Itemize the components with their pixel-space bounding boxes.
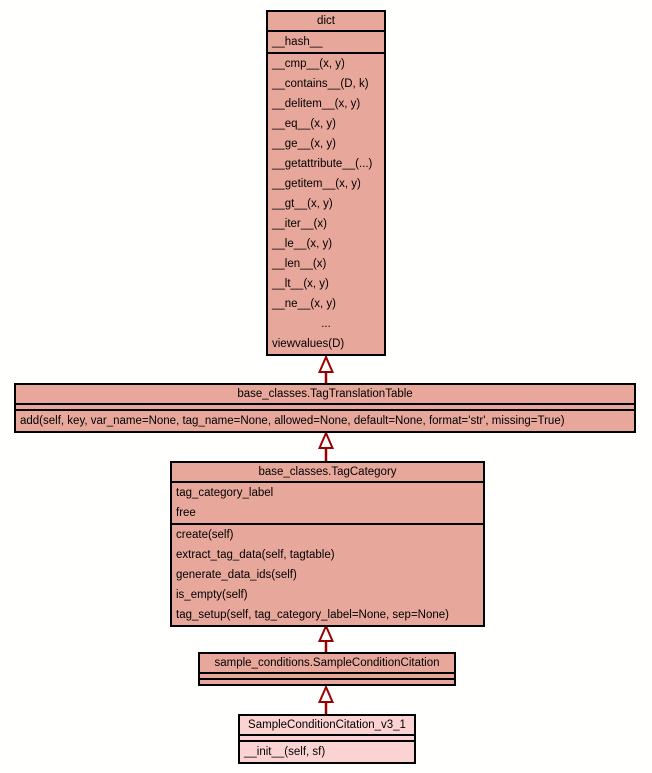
inheritance-arrow-v3-1-to-samplecondcitation	[320, 687, 333, 714]
ellipsis-row: ...	[321, 318, 331, 330]
method-row: __ne__(x, y)	[272, 298, 336, 310]
class-box-sampleconditioncitation-v3-1	[238, 714, 416, 764]
method-row: __le__(x, y)	[272, 238, 333, 250]
method-row: __lt__(x, y)	[272, 278, 329, 290]
method-row: add(self, key, var_name=None, tag_name=None, allowed=None, default=None, format='str', missing=True)	[20, 415, 565, 427]
attributes-compartment	[268, 30, 384, 52]
inheritance-arrow-samplecondcitation-to-tagcategory	[320, 626, 333, 652]
methods-compartment	[268, 52, 384, 354]
method-row: tag_setup(self, tag_category_label=None, sep=None)	[176, 609, 449, 621]
method-row: __len__(x)	[272, 258, 327, 270]
methods-compartment-empty	[200, 678, 454, 684]
method-row: __eq__(x, y)	[272, 118, 336, 130]
method-row: __getattribute__(...)	[272, 158, 373, 170]
class-title: base_classes.TagCategory	[258, 466, 397, 478]
attribute-row: __hash__	[272, 36, 323, 48]
method-row: __gt__(x, y)	[272, 198, 333, 210]
method-row: extract_tag_data(self, tagtable)	[176, 549, 335, 561]
method-row: __contains__(D, k)	[272, 78, 369, 90]
method-row: __cmp__(x, y)	[272, 58, 345, 70]
method-row: __iter__(x)	[272, 218, 327, 230]
class-box-tagtranslationtable	[14, 383, 636, 433]
method-row: create(self)	[176, 529, 234, 541]
inheritance-arrow-tagcategory-to-tagtranslationtable	[320, 433, 333, 461]
methods-compartment	[240, 740, 414, 762]
method-row: is_empty(self)	[176, 589, 248, 601]
method-row: generate_data_ids(self)	[176, 569, 297, 581]
attribute-row: free	[176, 507, 196, 519]
attribute-row: tag_category_label	[176, 487, 274, 499]
class-box-dict	[266, 10, 386, 356]
method-row: viewvalues(D)	[272, 338, 345, 350]
class-title: SampleConditionCitation_v3_1	[248, 719, 406, 731]
class-box-sampleconditioncitation	[198, 652, 456, 686]
method-row: __getitem__(x, y)	[272, 178, 361, 190]
class-box-tagcategory	[170, 461, 485, 627]
method-row: __delitem__(x, y)	[272, 98, 361, 110]
method-row: __ge__(x, y)	[272, 138, 336, 150]
class-title: dict	[317, 15, 335, 27]
class-title: base_classes.TagTranslationTable	[237, 388, 413, 400]
methods-compartment	[16, 409, 634, 431]
methods-compartment	[172, 523, 483, 625]
class-title: sample_conditions.SampleConditionCitation	[214, 657, 440, 669]
method-row: __init__(self, sf)	[244, 746, 326, 758]
inheritance-arrow-tagtranslationtable-to-dict	[320, 357, 333, 383]
attributes-compartment	[172, 481, 483, 523]
